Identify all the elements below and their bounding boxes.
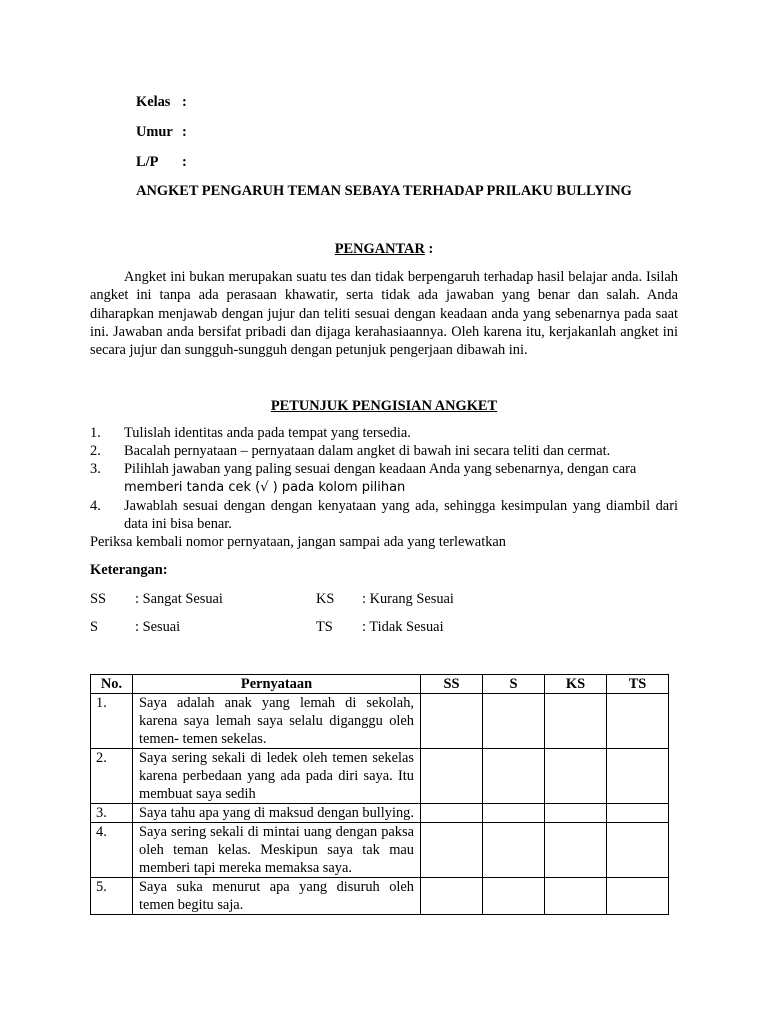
table-row — [91, 804, 669, 823]
table-row — [91, 878, 669, 915]
header-ks: KS — [545, 675, 607, 694]
answer-cell-s[interactable] — [483, 749, 545, 804]
legend-code-ts: TS — [316, 619, 333, 635]
answer-cell-s[interactable] — [483, 804, 545, 823]
field-umur — [136, 123, 187, 141]
answer-cell-s[interactable] — [483, 823, 545, 878]
table-row — [91, 749, 669, 804]
instruction-number: 4. — [90, 498, 101, 514]
instruction-text: Jawablah sesuai dengan dengan kenyataan yang ada, sehingga kesimpulan yang diambil dari data ini bisa benar. — [124, 498, 678, 532]
row-number: 2. — [91, 749, 133, 804]
legend-desc-ss: : Sangat Sesuai — [135, 591, 223, 607]
intro-heading-text: PENGANTAR — [334, 241, 425, 257]
row-statement: Saya sering sekali di ledek oleh temen sekelas karena perbedaan yang ada pada diri saya. Itu membuat saya sedih — [133, 749, 421, 804]
questionnaire-table — [90, 674, 669, 915]
answer-cell-ss[interactable] — [421, 804, 483, 823]
field-kelas — [136, 93, 187, 111]
header-statement: Pernyataan — [133, 675, 421, 694]
answer-cell-s[interactable] — [483, 694, 545, 749]
instruction-text: Bacalah pernyataan – pernyataan dalam angket di bawah ini secara teliti dan cermat. — [124, 443, 611, 459]
table-header-row — [91, 675, 669, 694]
answer-cell-ss[interactable] — [421, 878, 483, 915]
answer-cell-ss[interactable] — [421, 694, 483, 749]
instruction-list — [90, 424, 678, 533]
answer-cell-ts[interactable] — [607, 823, 669, 878]
legend-code-s: S — [90, 619, 99, 635]
header-no: No. — [91, 675, 133, 694]
instructions-heading — [0, 397, 768, 415]
answer-cell-ts[interactable] — [607, 804, 669, 823]
field-label: L/P — [136, 154, 159, 170]
legend-desc-ts: : Tidak Sesuai — [362, 619, 444, 635]
instruction-item — [90, 497, 678, 533]
row-number: 3. — [91, 804, 133, 823]
answer-cell-ts[interactable] — [607, 878, 669, 915]
row-statement: Saya sering sekali di mintai uang dengan paksa oleh teman kelas. Meskipun saya tak mau memberi tapi mereka memaksa saya. — [133, 823, 421, 878]
answer-cell-ts[interactable] — [607, 694, 669, 749]
intro-paragraph — [90, 268, 678, 359]
instruction-note: Periksa kembali nomor pernyataan, jangan sampai ada yang terlewatkan — [90, 534, 506, 550]
field-separator: : — [182, 124, 187, 140]
intro-heading — [0, 240, 768, 258]
instruction-number: 2. — [90, 443, 101, 459]
document-title: ANGKET PENGARUH TEMAN SEBAYA TERHADAP PRILAKU BULLYING — [136, 183, 632, 199]
table-row — [91, 823, 669, 878]
answer-cell-s[interactable] — [483, 878, 545, 915]
answer-cell-ks[interactable] — [545, 804, 607, 823]
row-number: 4. — [91, 823, 133, 878]
header-s: S — [483, 675, 545, 694]
instruction-item — [90, 424, 678, 442]
intro-heading-suffix: : — [424, 241, 434, 257]
legend-desc-s: : Sesuai — [135, 619, 181, 635]
instruction-item — [90, 460, 678, 497]
answer-cell-ks[interactable] — [545, 694, 607, 749]
field-separator: : — [182, 94, 187, 110]
table-row — [91, 694, 669, 749]
instruction-text-continued: memberi tanda cek (√ ) pada kolom pilihan — [124, 480, 406, 495]
answer-cell-ks[interactable] — [545, 749, 607, 804]
answer-cell-ks[interactable] — [545, 878, 607, 915]
answer-cell-ss[interactable] — [421, 823, 483, 878]
instruction-number: 3. — [90, 461, 101, 477]
row-number: 5. — [91, 878, 133, 915]
field-separator: : — [182, 154, 187, 170]
answer-cell-ts[interactable] — [607, 749, 669, 804]
row-number: 1. — [91, 694, 133, 749]
legend-heading: Keterangan: — [90, 562, 168, 578]
header-ts: TS — [607, 675, 669, 694]
instruction-number: 1. — [90, 425, 101, 441]
field-label: Umur — [136, 124, 173, 140]
field-lp — [136, 153, 187, 171]
instruction-item — [90, 442, 678, 460]
legend-code-ss: SS — [90, 591, 107, 607]
header-ss: SS — [421, 675, 483, 694]
row-statement: Saya suka menurut apa yang disuruh oleh temen begitu saja. — [133, 878, 421, 915]
instruction-text: Pilihlah jawaban yang paling sesuai dengan keadaan Anda yang sebenarnya, dengan cara — [124, 461, 637, 477]
legend-desc-ks: : Kurang Sesuai — [362, 591, 454, 607]
row-statement: Saya adalah anak yang lemah di sekolah, karena saya lemah saya selalu diganggu oleh temen- temen sekelas. — [133, 694, 421, 749]
row-statement: Saya tahu apa yang di maksud dengan bullying. — [133, 804, 421, 823]
instructions-heading-text: PETUNJUK PENGISIAN ANGKET — [270, 398, 498, 414]
answer-cell-ss[interactable] — [421, 749, 483, 804]
field-label: Kelas — [136, 94, 171, 110]
legend-code-ks: KS — [316, 591, 335, 607]
intro-text: Angket ini bukan merupakan suatu tes dan tidak berpengaruh terhadap hasil belajar anda. Isilah angket ini tanpa ada perasaan khawatir, serta tidak ada jawaban yang benar dan salah. Anda diharapkan menjawab dengan jujur dan teliti sesuai dengan keadaan anda yang sebenarnya pada saat ini. Jawaban anda bersifat pribadi dan dijaga kerahasiaannya. Oleh karena itu, kerjakanlah angket ini secara jujur dan sungguh-sungguh dengan petunjuk pengerjaan dibawah ini. — [90, 269, 678, 359]
answer-cell-ks[interactable] — [545, 823, 607, 878]
instruction-text: Tulislah identitas anda pada tempat yang tersedia. — [124, 425, 411, 441]
